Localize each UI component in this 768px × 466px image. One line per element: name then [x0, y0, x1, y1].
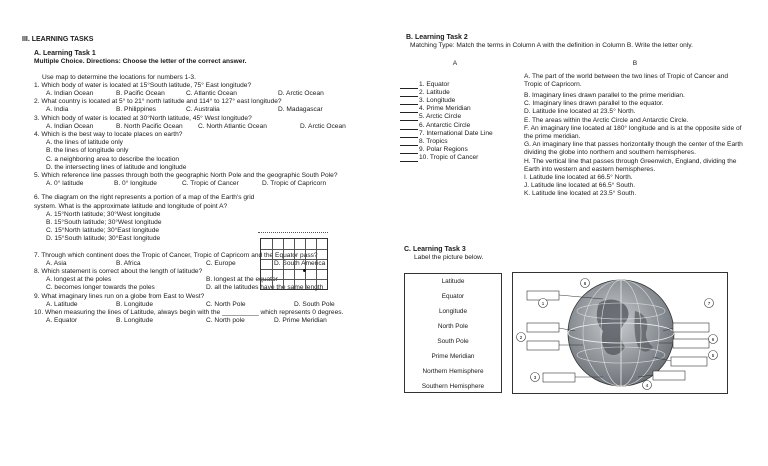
question-6: 6. The diagram on the right represents a portion of a map of the Earth's grid system. What is the approximate latitude and longitude of point A? A. 15°North latitude; 30°West longitude B. 15°South latitude; 30°West longitude C. 15°North latitude; 30°East longitude D. 15°South latitude; 30°East longitude [22, 194, 269, 243]
answer-option[interactable]: D. Arctic Ocean [300, 122, 346, 130]
definition-item: I. Latitude line located at 66.5° North. [524, 174, 633, 182]
answer-option[interactable]: D. the intersecting lines of latitude and longitude [46, 163, 187, 171]
question-7: 7. Through which continent does the Tropic of Cancer, Tropic of Capricorn and the Equator pass? A. Asia B. Africa C. Europe D. South America [34, 251, 326, 267]
term-item: 3. Longitude [400, 97, 510, 105]
column-a-header: A [452, 60, 458, 68]
word-bank-item: Latitude [441, 278, 465, 285]
word-bank-item: Southern Hemisphere [421, 383, 485, 390]
label-word-bank [404, 273, 502, 393]
map-note: Use map to determine the locations for numbers 1-3. [42, 73, 196, 81]
answer-blank[interactable] [400, 81, 418, 89]
answer-blank[interactable] [400, 146, 418, 154]
number-circle [531, 373, 540, 382]
term-item: 4. Prime Meridian [400, 105, 510, 113]
answer-option[interactable]: A. Indian Ocean [46, 90, 94, 98]
term-item: 10. Tropic of Cancer [400, 154, 510, 162]
task3-header [404, 246, 483, 262]
number-circle [581, 279, 590, 288]
answer-blank[interactable] [400, 113, 418, 121]
definition-item: H. The vertical line that passes through Greenwich, England, dividing the Earth into western and eastern hemispheres. [524, 157, 737, 173]
answer-option[interactable]: D. Prime Meridian [274, 317, 327, 325]
label-box [653, 371, 685, 380]
answer-option[interactable]: C. Atlantic Ocean [186, 90, 237, 98]
svg-text:7: 7 [707, 301, 711, 306]
answer-blank[interactable] [400, 138, 418, 146]
globe-diagram [512, 272, 728, 394]
question-4: 4. Which is the best way to locate places on earth? A. the lines of latitude only B. the lines of longitude only C. a neighboring area to describe the location D. the intersecting lines of latitude and longitude [22, 131, 377, 172]
number-circle [539, 299, 548, 308]
answer-blank[interactable] [400, 122, 418, 130]
answer-option[interactable]: B. longest at the equator [206, 276, 278, 284]
answer-option[interactable]: D. South Pole [294, 300, 335, 308]
answer-option[interactable]: D. 15°South latitude; 30°East longitude [46, 235, 161, 243]
answer-option[interactable]: B. 15°South latitude; 30°West longitude [46, 219, 162, 227]
answer-option[interactable]: C. North Atlantic Ocean [198, 122, 267, 130]
definition-item: D. Latitude line located at 23.5° North. [524, 108, 636, 116]
answer-option[interactable]: B. North Pacific Ocean [116, 122, 183, 130]
term-item: 2. Latitude [400, 89, 510, 97]
word-bank-item: Longitude [438, 308, 468, 315]
word-bank-item: South Pole [437, 338, 469, 345]
word-bank-item: Northern Hemisphere [422, 368, 484, 375]
answer-option[interactable]: C. Tropic of Cancer [182, 180, 239, 188]
answer-blank[interactable] [400, 154, 418, 162]
answer-option[interactable]: C. North Pole [206, 300, 246, 308]
column-a [392, 60, 510, 198]
answer-option[interactable]: C. becomes longer towards the poles [46, 284, 155, 292]
answer-option[interactable]: D. all the latitudes have the same length [206, 284, 324, 292]
task1-title: A. Learning Task 1 [34, 50, 96, 58]
svg-text:4: 4 [645, 383, 649, 388]
term-item: 6. Antarctic Circle [400, 122, 510, 130]
answer-option[interactable]: B. 0° longitude [114, 180, 157, 188]
answer-option[interactable]: B. Africa [116, 259, 141, 267]
label-box [527, 341, 559, 350]
answer-option[interactable]: C. a neighboring area to describe the location [46, 155, 180, 163]
grid-system-diagram [260, 238, 328, 290]
task3-title: C. Learning Task 3 [404, 246, 466, 253]
label-box [673, 339, 709, 348]
definition-item: K. Latitude line located at 23.5° South. [524, 190, 637, 198]
column-b [510, 60, 746, 198]
question-2: 2. What country is located at 5° to 21° north latitude and 114° to 127° east longitude? A. India B. Philippines C. Australia D. Madagascar [34, 98, 323, 114]
number-circle [709, 351, 718, 360]
answer-option[interactable]: A. 0° latitude [46, 180, 84, 188]
answer-option[interactable]: C. Australia [186, 106, 220, 114]
svg-text:5: 5 [711, 353, 715, 358]
label-box [673, 323, 709, 332]
question-10: 10. When measuring the lines of Latitude, always begin with the __________ which represents 0 degrees. A. Equator B. Longitude C. North pole D. Prime Meridian [34, 309, 344, 325]
answer-blank[interactable] [400, 97, 418, 105]
label-box [527, 323, 559, 332]
answer-option[interactable]: A. longest at the poles [46, 276, 112, 284]
question-5: 5. Which reference line passes through both the geographic North Pole and the geographic South Pole? A. 0° latitude B. 0° longitude C. Tropic of Cancer D. Tropic of Capricorn [34, 172, 338, 188]
definition-item: F. An imaginary line located at 180° longitude and is at the opposite side of the prime meridian. [524, 124, 742, 141]
answer-option[interactable]: D. Arctic Ocean [278, 90, 324, 98]
answer-option[interactable]: A. the lines of latitude only [46, 139, 123, 147]
number-circle [517, 333, 526, 342]
answer-option[interactable]: A. Latitude [46, 300, 78, 308]
answer-option[interactable]: C. 15°North latitude; 30°East longitude [46, 227, 160, 235]
definition-item: J. Latitude line located at 66.5° South. [524, 182, 636, 190]
answer-option[interactable]: B. Pacific Ocean [116, 90, 165, 98]
definition-item: G. An imaginary line that passes horizontally though the center of the Earth dividing the globe into northern and southern hemispheres. [524, 141, 743, 157]
number-circle [709, 335, 718, 344]
answer-option[interactable]: B. Longitude [116, 317, 154, 325]
answer-option[interactable]: A. India [46, 106, 69, 114]
svg-text:6: 6 [711, 337, 715, 342]
answer-option[interactable]: A. Indian Ocean [46, 122, 94, 130]
svg-text:2: 2 [519, 335, 523, 340]
answer-blank[interactable] [400, 89, 418, 97]
svg-text:3: 3 [533, 375, 537, 380]
answer-option[interactable]: C. North pole [206, 317, 245, 325]
question-3: 3. Which body of water is located at 30°North latitude, 45° West longitude? A. Indian Ocean B. North Pacific Ocean C. North Atlantic Ocean D. Arctic Ocean [34, 114, 346, 130]
word-bank-item: North Pole [437, 323, 469, 330]
definition-item: B. Imaginary lines drawn parallel to the prime meridian. [524, 92, 685, 100]
task2-title: B. Learning Task 2 [406, 34, 468, 41]
section-title: III. LEARNING TASKS [22, 36, 94, 43]
task1-instruction: Multiple Choice. Directions: Choose the letter of the correct answer. [34, 58, 247, 66]
answer-blank[interactable] [400, 105, 418, 113]
answer-option[interactable]: A. Asia [46, 259, 67, 267]
term-item: 1. Equator [400, 81, 510, 89]
definition-item: E. The areas within the Arctic Circle and Antarctic Circle. [524, 116, 689, 124]
answer-option[interactable]: A. Equator [46, 317, 78, 325]
question-9: 9. What imaginary lines run on a globe from East to West? A. Latitude B. Longitude C. North Pole D. South Pole [34, 292, 335, 308]
point-a-marker [303, 269, 306, 272]
column-b-header: B [632, 60, 638, 68]
word-bank-item: Equator [441, 293, 465, 300]
matching-table [392, 60, 752, 198]
answer-option[interactable]: D. Tropic of Capricorn [262, 180, 327, 188]
grid-top-ticks [258, 232, 328, 237]
question-8: 8. Which statement is correct about the length of latitude? A. longest at the poles B. longest at the equator C. becomes longer towards the poles D. all the latitudes have the same length [34, 268, 324, 292]
svg-text:8: 8 [583, 281, 587, 286]
term-item: 8. Tropics [400, 138, 510, 146]
number-circle [643, 381, 652, 390]
word-bank-item: Prime Meridian [431, 353, 475, 360]
question-1: 1. Which body of water is located at 15°South latitude, 75° East longitude? A. Indian Ocean B. Pacific Ocean C. Atlantic Ocean D. Arctic Ocean [34, 81, 324, 98]
definition-item: C. Imaginary lines drawn parallel to the equator. [524, 100, 664, 108]
task2-instruction: Matching Type: Match the terms in Column A with the definition in Column B. Write the letter only. [410, 42, 693, 50]
number-circle [705, 299, 714, 308]
answer-option[interactable]: B. Philippines [116, 106, 156, 114]
label-box [543, 373, 575, 382]
label-box [671, 357, 707, 366]
svg-text:1: 1 [541, 301, 545, 306]
right-column [392, 34, 752, 199]
answer-option[interactable]: B. the lines of longitude only [46, 147, 129, 155]
answer-option[interactable]: D. Madagascar [278, 106, 323, 114]
answer-blank[interactable] [400, 130, 418, 138]
term-item: 7. International Date Line [400, 130, 510, 138]
term-item: 9. Polar Regions [400, 146, 510, 154]
answer-option[interactable]: C. Europe [206, 259, 236, 267]
globe-svg [513, 273, 727, 393]
answer-option[interactable]: B. Longitude [116, 300, 154, 308]
answer-option[interactable]: D. South America [274, 259, 326, 267]
definition-item: A. The part of the world between the two lines of Tropic of Cancer and Tropic of Capricorn. [524, 72, 729, 88]
answer-option[interactable]: A. 15°North latitude; 30°West longitude [46, 210, 161, 218]
task3-instruction: Label the picture below. [414, 254, 484, 262]
term-item: 5. Arctic Circle [400, 113, 510, 121]
